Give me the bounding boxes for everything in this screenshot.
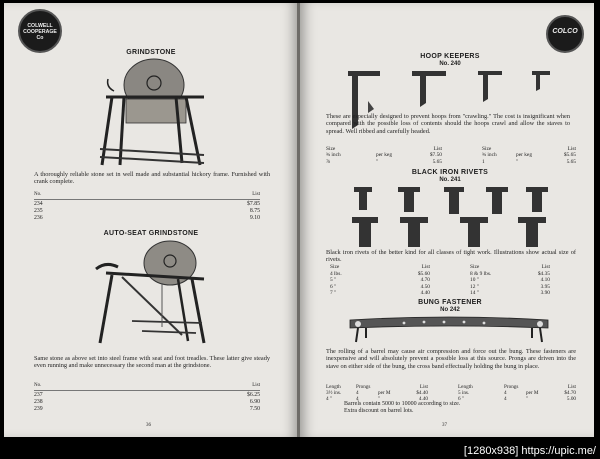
- bung-fastener-description: The rolling of a barrel may cause air compression and force out the bung. These fasteners are inexpensive and will absolutely prevent a possible loss at this source. Prongs are driven into the stave on either side of the bung, the cross band effectually holding the bung in place.: [326, 348, 576, 370]
- page-number-left: 36: [146, 423, 151, 428]
- rivets-description: Black iron rivets of the better kind for all classes of tight work. Illustrations show actual size of rivets.: [326, 249, 576, 264]
- grindstone-description: A thoroughly reliable stone set in well made and substantial hickory frame. Furnished with crank complete.: [34, 171, 270, 186]
- hoop-keepers-description: These are especially designed to prevent hoops from "crawling." The cost is insignificant when compared with the possible loss of contents should the hoops crawl and allow the staves to spread. Well ribbed and carefully headed.: [326, 113, 570, 135]
- grindstone-illustration: [96, 57, 208, 169]
- bung-fastener-illustration: [344, 312, 554, 348]
- rivets-illustration: [352, 185, 552, 249]
- page-number-right: 37: [442, 423, 447, 428]
- grindstone-title: GRINDSTONE: [126, 49, 176, 56]
- bung-fastener-title: BUNG FASTENER: [418, 299, 482, 306]
- col-list: List: [252, 192, 260, 197]
- left-page: [4, 3, 298, 437]
- table-row: 239 7.50: [34, 406, 260, 412]
- bung-fastener-number: No 242: [440, 307, 460, 313]
- colwell-logo: [18, 9, 62, 53]
- auto-seat-title: AUTO-SEAT GRINDSTONE: [103, 230, 199, 237]
- table-row: 236 9.10: [34, 215, 260, 221]
- image-watermark: [1280x938] https://upic.me/: [463, 445, 596, 457]
- auto-seat-grindstone-illustration: [92, 239, 212, 349]
- bung-fastener-note-2: Extra discount on barrel lots.: [344, 408, 414, 414]
- table-row: 237 $6.25: [34, 392, 260, 398]
- table-row: 235 8.75: [34, 208, 260, 214]
- colco-logo-text: COLCO: [552, 28, 578, 35]
- bung-fastener-price-table: Length Prongs List Length Prongs List 3½ ins. 4 per M $4.40 5 ins. 4 per M $4.70 4 " 4 " 4.40 6 " 4 " 5.00: [326, 384, 576, 403]
- hoop-keepers-price-table: Size List Size List ¾ inch per keg $7.50 ¾ inch per keg $5.65 ⅞ " 5.65 1 " 5.65: [326, 146, 576, 165]
- bung-fastener-note-1: Barrels contain 5000 to 10000 according to size.: [344, 401, 461, 407]
- rivets-number: No. 241: [439, 177, 461, 183]
- grindstone-price-table: [34, 191, 260, 222]
- right-page: [300, 3, 594, 437]
- rivets-price-table: Size List Size List 4 lbs. $5.60 8 & 9 lbs. $4.35 5 " 4.70 10 " 4.10 6 " 4.50 12 " 3.95 7 " 4.40 14 " 3.90: [330, 264, 550, 297]
- col-list: List: [252, 383, 260, 388]
- table-row: 234 $7.85: [34, 201, 260, 207]
- rivets-title: BLACK IRON RIVETS: [411, 169, 489, 176]
- hoop-keepers-number: No. 240: [439, 61, 461, 67]
- auto-seat-price-table: [34, 382, 260, 413]
- colwell-logo-text: COLWELL COOPERAGE Co: [23, 23, 57, 41]
- col-no: No.: [34, 192, 42, 197]
- colco-logo: [546, 15, 584, 53]
- auto-seat-description: Same stone as above set into steel frame with seat and foot treadles. These latter give steady even running and make unnecessary the second man at the grindstone.: [34, 355, 270, 370]
- table-row: 238 6.90: [34, 399, 260, 405]
- hoop-keepers-title: HOOP KEEPERS: [420, 53, 480, 60]
- col-no: No.: [34, 383, 42, 388]
